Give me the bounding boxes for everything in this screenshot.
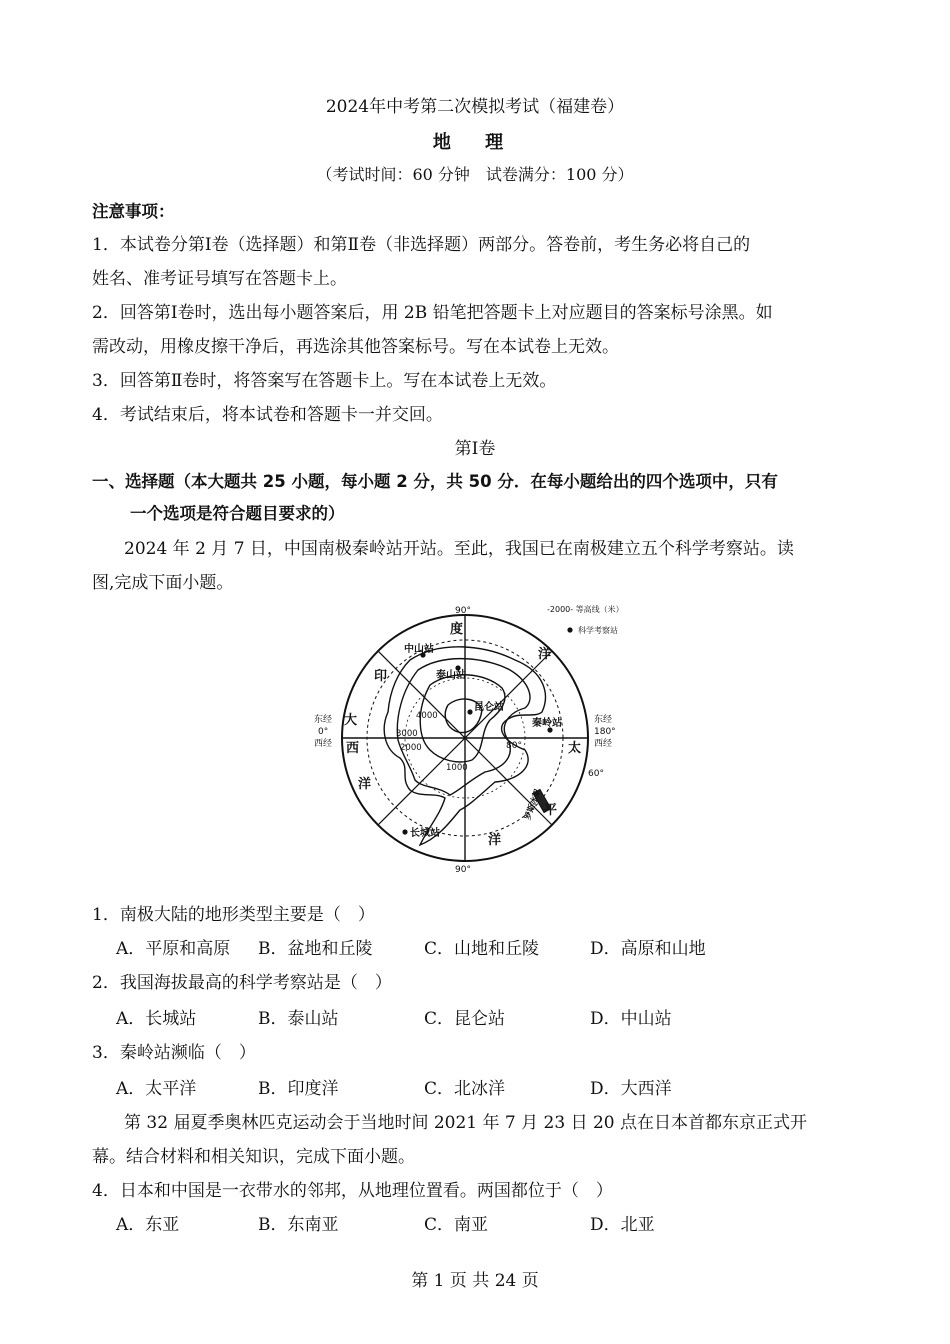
lat-bottom-label: 90° bbox=[455, 865, 471, 875]
notice-line-2a: 2．回答第Ⅰ卷时，选出每小题答案后，用 2B 铅笔把答题卡上对应题目的答案标号涂黑。如 bbox=[92, 303, 773, 323]
q1-option-d: D．高原和山地 bbox=[590, 939, 706, 959]
q4-option-a: A．东亚 bbox=[116, 1215, 180, 1235]
left-lon-b: 0° bbox=[318, 727, 329, 737]
label-kunlun: 昆仑站 bbox=[474, 702, 504, 713]
ocean-yang-atlantic: 洋 bbox=[358, 777, 372, 792]
legend-station: 科学考察站 bbox=[578, 626, 618, 635]
q2-option-b: B．泰山站 bbox=[258, 1009, 339, 1029]
ocean-xi: 西 bbox=[346, 741, 360, 756]
q4-option-d: D．北亚 bbox=[590, 1215, 655, 1235]
notice-line-4: 4．考试结束后，将本试卷和答题卡一并交回。 bbox=[92, 405, 443, 425]
station-dot-changcheng bbox=[402, 829, 407, 834]
legend-station-dot bbox=[567, 627, 572, 632]
ocean-da: 大 bbox=[344, 713, 358, 728]
q2-stem: 2．我国海拔最高的科学考察站是（ ） bbox=[92, 973, 392, 993]
notice-heading: 注意事项： bbox=[92, 202, 175, 221]
intro-line-a: 2024 年 2 月 7 日，中国南极秦岭站开站。至此，我国已在南极建立五个科学考察站。读 bbox=[124, 539, 794, 559]
q3-option-a: A．太平洋 bbox=[116, 1079, 197, 1099]
map-frame bbox=[342, 615, 588, 861]
label-taishan: 泰山站 bbox=[436, 670, 466, 681]
contour-1000: 1000 bbox=[446, 763, 468, 773]
section-heading-a: 一、选择题（本大题共 25 小题，每小题 2 分，共 50 分．在每小题给出的四个选项中，只有 bbox=[92, 472, 778, 491]
q3-option-c: C．北冰洋 bbox=[424, 1079, 506, 1099]
q3-option-b: B．印度洋 bbox=[258, 1079, 339, 1099]
deg-80-label: 80° bbox=[506, 741, 522, 751]
q2-option-a: A．长城站 bbox=[116, 1009, 197, 1029]
q3-option-d: D．大西洋 bbox=[590, 1079, 672, 1099]
notice-line-3: 3．回答第Ⅱ卷时，将答案写在答题卡上。写在本试卷上无效。 bbox=[92, 371, 557, 391]
label-changcheng: 长城站 bbox=[410, 828, 440, 839]
q1-option-b: B．盆地和丘陵 bbox=[258, 939, 373, 959]
q4-option-b: B．东南亚 bbox=[258, 1215, 339, 1235]
q4-option-c: C．南亚 bbox=[424, 1215, 489, 1235]
ocean-yang-indian: 洋 bbox=[538, 647, 552, 662]
ocean-du: 度 bbox=[450, 622, 464, 637]
q1-stem: 1．南极大陆的地形类型主要是（ ） bbox=[92, 905, 375, 925]
ocean-tai: 太 bbox=[568, 741, 582, 756]
antarctica-map bbox=[310, 600, 640, 875]
q1-option-a: A．平原和高原 bbox=[116, 939, 231, 959]
legend-contour: -2000- 等高线（米） bbox=[547, 605, 624, 614]
contour-4000: 4000 bbox=[416, 711, 438, 721]
left-lon-a: 东经 bbox=[314, 715, 333, 725]
left-lon-c: 西经 bbox=[314, 739, 333, 749]
lat-top-label: 90° bbox=[455, 606, 471, 616]
q4-stem: 4．日本和中国是一衣带水的邻邦，从地理位置看。两国都位于（ ） bbox=[92, 1181, 613, 1201]
label-ross-ice: 罗斯冰架 bbox=[522, 787, 543, 822]
ocean-yin: 印 bbox=[374, 669, 388, 684]
section-heading-b: 一个选项是符合题目要求的） bbox=[130, 504, 345, 523]
volume-title: 第Ⅰ卷 bbox=[454, 439, 496, 459]
label-zhongshan: 中山站 bbox=[404, 644, 434, 655]
q2-option-d: D．中山站 bbox=[590, 1009, 672, 1029]
right-lon-c: 西经 bbox=[594, 739, 613, 749]
q3-stem: 3．秦岭站濒临（ ） bbox=[92, 1043, 256, 1063]
notice-line-2b: 需改动，用橡皮擦干净后，再选涂其他答案标号。写在本试卷上无效。 bbox=[92, 337, 619, 357]
ocean-ping: 平 bbox=[544, 803, 558, 818]
page-footer: 第 1 页 共 24 页 bbox=[411, 1271, 539, 1291]
label-qinling: 秦岭站 bbox=[532, 718, 562, 729]
q2-option-c: C．昆仑站 bbox=[424, 1009, 506, 1029]
subject-title: 地 理 bbox=[432, 132, 518, 153]
notice-line-1b: 姓名、准考证号填写在答题卡上。 bbox=[92, 269, 347, 289]
passage2-line-b: 幕。结合材料和相关知识，完成下面小题。 bbox=[92, 1147, 415, 1167]
contour-2000: 2000 bbox=[400, 743, 422, 753]
exam-info: （考试时间：60 分钟 试卷满分：100 分） bbox=[316, 165, 634, 184]
contour-3000: 3000 bbox=[396, 729, 418, 739]
station-dot-kunlun bbox=[467, 709, 472, 714]
passage2-line-a: 第 32 届夏季奥林匹克运动会于当地时间 2021 年 7 月 23 日 20 点在日本首都东京正式开 bbox=[124, 1113, 808, 1133]
ocean-yang-pacific: 洋 bbox=[488, 833, 502, 848]
exam-title: 2024年中考第二次模拟考试（福建卷） bbox=[325, 97, 625, 117]
intro-line-b: 图,完成下面小题。 bbox=[92, 573, 234, 593]
right-lon-a: 东经 bbox=[594, 715, 613, 725]
notice-line-1a: 1．本试卷分第Ⅰ卷（选择题）和第Ⅱ卷（非选择题）两部分。答卷前，考生务必将自己的 bbox=[92, 235, 751, 255]
q1-option-c: C．山地和丘陵 bbox=[424, 939, 540, 959]
deg-60-label: 60° bbox=[588, 769, 604, 779]
right-lon-b: 180° bbox=[594, 727, 616, 737]
